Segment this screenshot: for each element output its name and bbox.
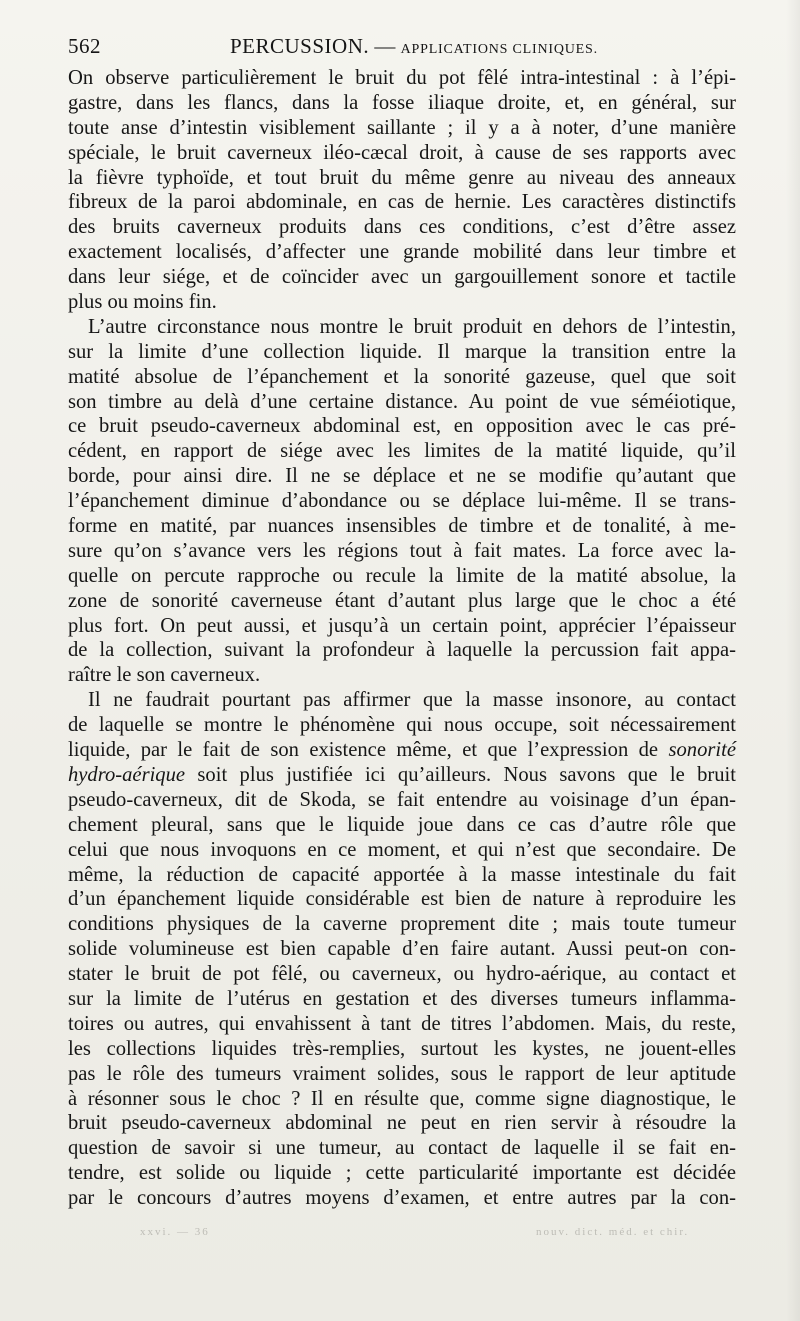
running-title-subtitle: APPLICATIONS CLINIQUES. [400,42,598,57]
page-number: 562 [68,34,101,58]
text-line: On observe particulièrement le bruit du pot fêlé intra-intestinal : à l’épi- [68,67,736,89]
text-line: l’épanchement diminue d’abondance ou se déplace lui-même. Il se trans- [68,490,736,513]
text-line: conditions physiques de la caverne proprement dite ; mais toute tumeur [68,913,736,936]
text-line: par le concours d’autres moyens d’examen, et entre autres par la con- [68,1187,736,1210]
page-header [68,34,736,64]
text-line: fibreux de la paroi abdominale, en cas de hernie. Les caractères distinctifs [68,191,736,214]
text-line: plus ou moins fin. [68,291,217,314]
paragraph-2 [68,315,736,688]
text-line: plus fort. On peut aussi, et jusqu’à un certain point, apprécier l’épaisseur [68,614,736,637]
page-edge-shadow [786,0,800,1321]
text-line: L’autre circonstance nous montre le bruit produit en dehors de l’intestin, [88,315,736,338]
footer-signature: xxvi. — 36 [140,1226,210,1238]
text-line: bruit pseudo-caverneux abdominal ne peut en rien servir à résoudre la [68,1112,736,1135]
text-line: raître le son caverneux. [68,664,261,687]
text-line: pas le rôle des tumeurs vraiment solides, sous le rapport de leur aptitude [68,1062,736,1085]
text-line: gastre, dans les flancs, dans la fosse iliaque droite, et, en général, sur [68,91,736,114]
text-run: soit plus justifiée ici qu’ailleurs. Nous savons que le bruit [197,763,736,786]
text-line: sur la limite de l’utérus en gestation et des diverses tumeurs inflamma- [68,987,736,1010]
text-line: son timbre au delà d’une certaine distance. Au point de vue séméiotique, [68,390,736,413]
running-title-main: PERCUSSION. [230,34,370,58]
text-line: stater le bruit de pot fêlé, ou caverneux, ou hydro-aérique, au contact et [68,963,736,986]
text-line: exactement localisés, d’affecter une grande mobilité dans leur timbre et [68,241,736,264]
italic-term: hydro-aérique [68,763,186,786]
text-line: de laquelle se montre le phénomène qui nous occupe, soit nécessairement [68,714,736,737]
text-line: de la collection, suivant la profondeur à laquelle la percussion fait appa- [68,639,736,662]
text-line: spéciale, le bruit caverneux iléo-cæcal droit, à cause de ses rapports avec [68,141,736,164]
italic-term: sonorité [668,739,736,762]
text-line: les collections liquides très-remplies, surtout les kystes, ne jouent-elles [68,1037,736,1060]
text-line [68,738,736,763]
text-line: forme en matité, par nuances insensibles de timbre et de tonalité, à me- [68,515,736,538]
text-line: celui que nous invoquons en ce moment, et qui n’est que secondaire. De [68,838,736,861]
text-line: toires ou autres, qui envahissent à tant de titres l’abdomen. Mais, du reste, [68,1012,736,1035]
paragraph-1 [68,66,736,315]
text-line: sur la limite d’une collection liquide. Il marque la transition entre la [68,340,736,363]
text-line: tendre, est solide ou liquide ; cette particularité importante est décidée [68,1162,736,1185]
text-line: chement pleural, sans que le liquide joue dans ce cas d’autre rôle que [68,813,736,836]
footer-publication: nouv. dict. méd. et chir. [536,1226,690,1238]
text-line: Il ne faudrait pourtant pas affirmer que la masse insonore, au contact [88,689,736,712]
paragraph-3 [68,688,736,1211]
text-line: même, la réduction de capacité apportée à la masse intestinale du fait [68,863,736,886]
text-line: la fièvre typhoïde, et tout bruit du même genre au niveau des anneaux [68,166,736,189]
text-line: ce bruit pseudo-caverneux abdominal est, en opposition avec le cas pré- [68,415,736,438]
text-line: solide volumineuse est bien capable d’en faire autant. Aussi peut-on con- [68,938,736,961]
text-line: pseudo-caverneux, dit de Skoda, se fait entendre au voisinage d’un épan- [68,788,736,811]
text-line [68,763,736,788]
running-title [230,34,598,59]
body-text [68,66,736,1211]
text-line: borde, pour ainsi dire. Il ne se déplace et ne se modifie qu’autant que [68,465,736,488]
text-line: dans leur siége, et de coïncider avec un gargouillement sonore et tactile [68,266,736,289]
text-line: sure qu’on s’avance vers les régions tout à fait mates. La force avec la- [68,539,736,562]
text-line: des bruits caverneux produits dans ces conditions, c’est d’être assez [68,216,736,239]
text-line: cédent, en rapport de siége avec les limites de la matité liquide, qu’il [68,440,736,463]
text-line: quelle on percute rapproche ou recule la limite de la matité absolue, la [68,564,736,587]
text-line: à résonner sous le choc ? Il en résulte que, comme signe diagnostique, le [68,1087,736,1110]
text-line: d’un épanchement liquide considérable est bien de nature à reproduire les [68,888,736,911]
text-line: question de savoir si une tumeur, au contact de laquelle il se fait en- [68,1137,736,1160]
text-line: matité absolue de l’épanchement et la sonorité gazeuse, quel que soit [68,365,736,388]
running-title-separator: — [374,34,396,58]
text-line: zone de sonorité caverneuse étant d’autant plus large que le choc a été [68,589,736,612]
text-run: liquide, par le fait de son existence même, et que l’expression de [68,739,659,762]
text-line: toute anse d’intestin visiblement saillante ; il y a à noter, d’une manière [68,116,736,139]
